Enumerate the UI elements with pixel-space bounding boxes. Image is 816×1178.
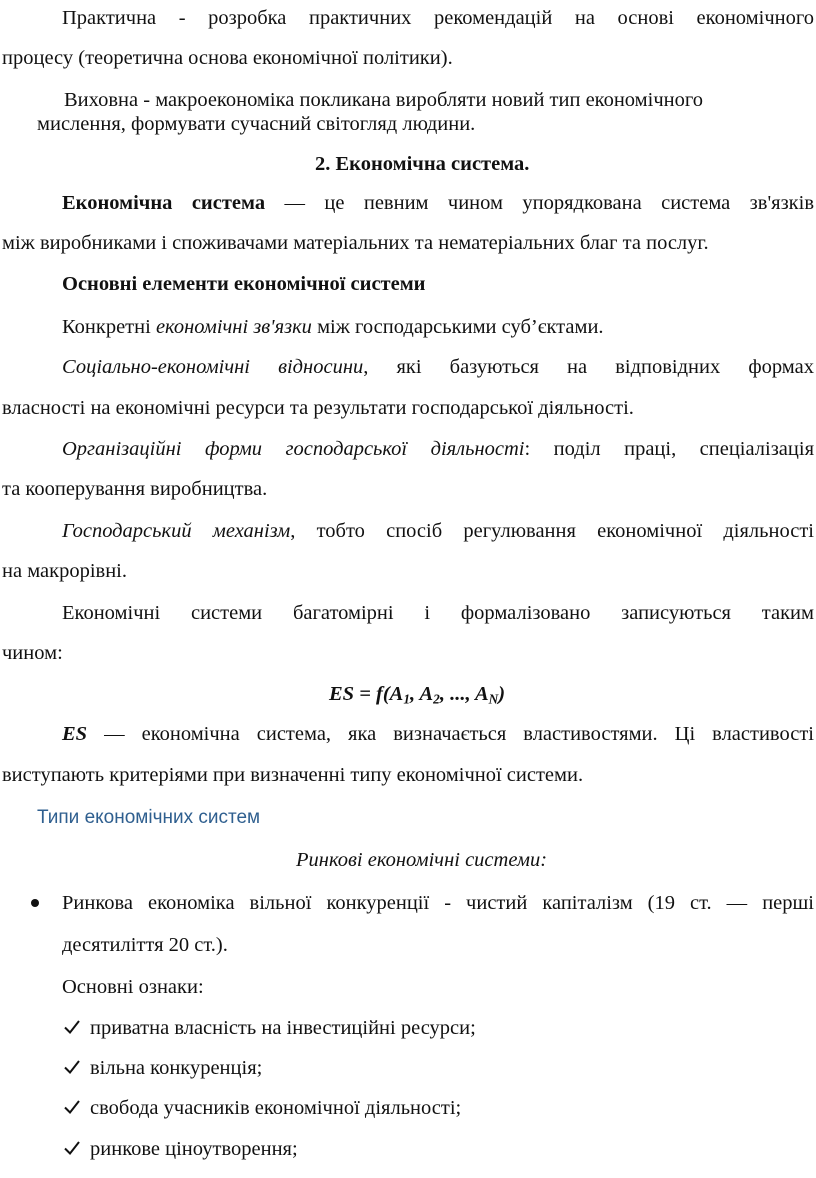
element-3-line2: та кооперування виробництва. bbox=[2, 478, 268, 500]
formula-part: , ..., A bbox=[439, 683, 489, 705]
bullet-1-line2: десятиліття 20 ст.). bbox=[62, 934, 228, 956]
definition-line2: між виробниками і споживачами матеріальних та нематеріальних благ та послуг. bbox=[2, 232, 709, 254]
section-title: 2. Економічна система. bbox=[315, 153, 530, 175]
formula-part: ES = f(A bbox=[329, 683, 404, 705]
feature-item: приватна власність на інвестиційні ресурси; bbox=[90, 1017, 476, 1039]
element-1-b: економічні зв'язки bbox=[155, 316, 312, 338]
paragraph-educational-line1: Виховна - макроекономіка покликана виробляти новий тип економічного bbox=[64, 89, 704, 111]
element-4-line1 bbox=[62, 518, 814, 544]
element-2-line1 bbox=[62, 354, 814, 380]
definition-text: — це певним чином упорядкована система зв'язків bbox=[265, 192, 815, 214]
element-2-line2: власності на економічні ресурси та результати господарської діяльності. bbox=[2, 397, 634, 419]
types-heading: Типи економічних систем bbox=[37, 807, 261, 828]
formula-part: ) bbox=[498, 683, 506, 705]
es-definition-line1 bbox=[62, 721, 814, 747]
definition-term: Економічна система bbox=[62, 192, 266, 214]
element-2-term: Соціально-економічні відносини bbox=[62, 356, 364, 378]
checkmark-icon bbox=[63, 1098, 81, 1116]
formal-line1: Економічні системи багатомірні і формалізовано записуються таким bbox=[62, 602, 814, 624]
element-3-line1 bbox=[62, 436, 814, 462]
element-2-text: , які базуються на відповідних формах bbox=[363, 356, 814, 378]
formula-part: , A bbox=[410, 683, 434, 705]
feature-item: свобода учасників економічної діяльності; bbox=[90, 1097, 462, 1119]
bullet-1-line1: Ринкова економіка вільної конкуренції - чистий капіталізм (19 ст. — перші bbox=[62, 892, 814, 914]
bullet-icon bbox=[31, 899, 39, 907]
checkmark-icon bbox=[63, 1018, 81, 1036]
feature-item: вільна конкуренція; bbox=[90, 1057, 263, 1079]
es-text: — економічна система, яка визначається властивостями. Ці властивості bbox=[87, 723, 814, 745]
formal-line2: чином: bbox=[2, 642, 63, 664]
element-4-text: , тобто спосіб регулювання економічної діяльності bbox=[290, 520, 814, 542]
checkmark-icon bbox=[63, 1058, 81, 1076]
element-1 bbox=[62, 314, 604, 340]
element-1-a: Конкретні bbox=[62, 316, 156, 338]
formula-sub: 1 bbox=[403, 691, 410, 707]
paragraph-educational-line2: мислення, формувати сучасний світогляд людини. bbox=[37, 113, 476, 135]
es-definition-line2: виступають критеріями при визначенні типу економічної системи. bbox=[2, 764, 584, 786]
definition-line1 bbox=[62, 190, 814, 216]
formula bbox=[329, 681, 505, 712]
element-4-line2: на макрорівні. bbox=[2, 560, 128, 582]
es-term: ES bbox=[62, 723, 88, 745]
features-label: Основні ознаки: bbox=[62, 976, 204, 998]
paragraph-practical-line1: Практична - розробка практичних рекомендацій на основі економічного bbox=[62, 7, 814, 29]
checkmark-icon bbox=[63, 1139, 81, 1157]
element-4-term: Господарський механізм bbox=[62, 520, 291, 542]
elements-heading: Основні елементи економічної системи bbox=[62, 273, 426, 295]
element-3-text: : поділ праці, спеціалізація bbox=[524, 438, 814, 460]
formula-sub: N bbox=[488, 691, 499, 707]
feature-item: ринкове ціноутворення; bbox=[90, 1138, 298, 1160]
element-3-term: Організаційні форми господарської діяльності bbox=[62, 438, 525, 460]
formula-sub: 2 bbox=[433, 691, 440, 707]
market-systems-title: Ринкові економічні системи: bbox=[296, 849, 548, 871]
paragraph-practical-line2: процесу (теоретична основа економічної політики). bbox=[2, 47, 453, 69]
element-1-c: між господарськими суб’єктами. bbox=[311, 316, 604, 338]
